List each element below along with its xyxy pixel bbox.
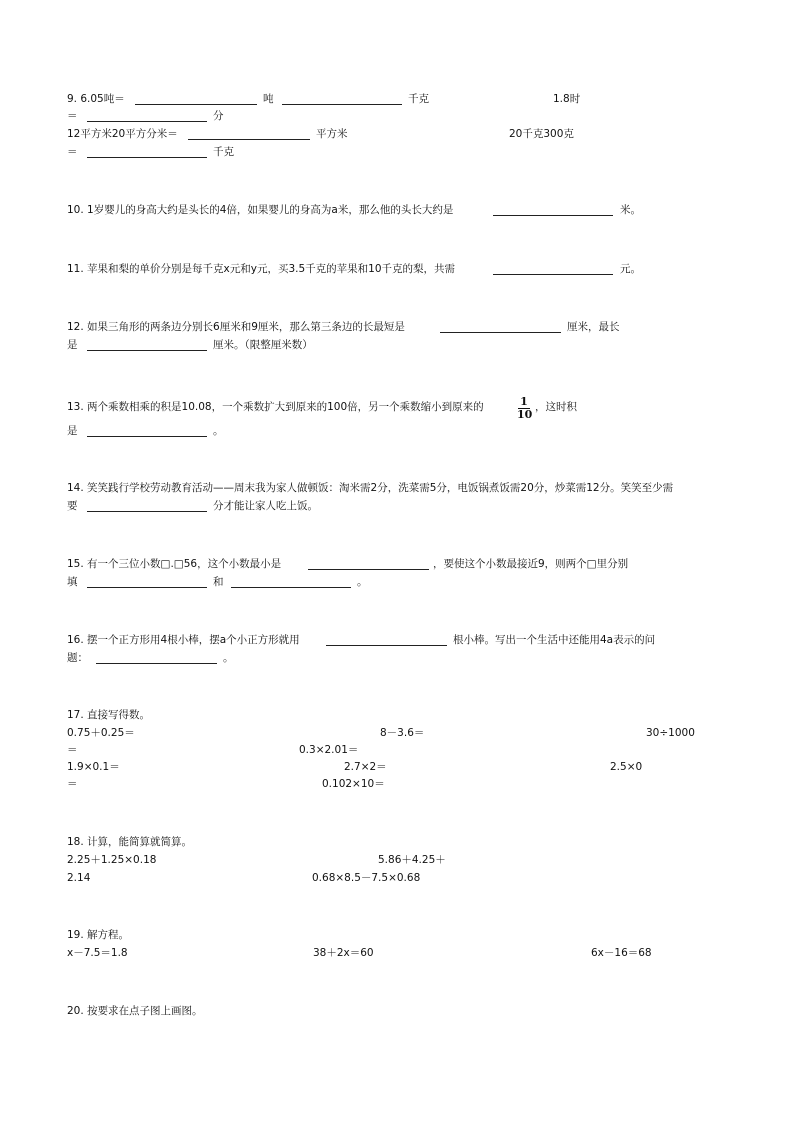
q16-blank-2[interactable] [96, 663, 217, 664]
q9-text-1: 9. 6.05吨＝ [67, 93, 125, 105]
q14-text: 14. 笑笑践行学校劳动教育活动——周末我为家人做顿饭：淘米需2分，洗菜需5分，电饭锅煮饭需20分，炒菜需12分。笑笑至少需 [67, 482, 674, 494]
q16-text: 16. 摆一个正方形用4根小棒，摆a个小正方形就用 [67, 634, 300, 646]
q9-text-6: 分 [213, 110, 224, 122]
q15-text-3: 填 [67, 576, 78, 588]
q12-blank-1[interactable] [440, 332, 561, 333]
q17-item: 0.3×2.01＝ [299, 744, 359, 756]
q13-text: 13. 两个乘数相乘的积是10.08，一个乘数扩大到原来的100倍，另一个乘数缩小到原来的 [67, 401, 484, 413]
q11-text: 11. 苹果和梨的单价分别是每千克x元和y元，买3.5千克的苹果和10千克的梨，共需 [67, 263, 456, 275]
q17-item: 8－3.6＝ [380, 727, 425, 739]
q9-text-5: ＝ [67, 110, 78, 122]
q13-fraction [517, 396, 531, 421]
q18-item: 2.25＋1.25×0.18 [67, 854, 157, 866]
q9-text-9: 20千克300克 [509, 128, 574, 140]
q10-blank[interactable] [493, 215, 613, 216]
q18-item: 5.86＋4.25＋ [378, 854, 446, 866]
q15-blank-1[interactable] [308, 569, 429, 570]
q17-item: 2.7×2＝ [344, 761, 387, 773]
q13-fraction-numerator: 1 [520, 395, 528, 408]
q17-item: ＝ [67, 778, 78, 790]
q9-blank-2[interactable] [282, 104, 402, 105]
q18-item: 2.14 [67, 872, 91, 884]
q13-fraction-denominator: 10 [517, 408, 533, 421]
q17-title: 17. 直接写得数。 [67, 709, 151, 721]
q14-text-3: 分才能让家人吃上饭。 [213, 500, 318, 512]
q9-text-11: 千克 [213, 146, 234, 158]
q19-equation: x－7.5＝1.8 [67, 947, 128, 959]
q12-text-3: 是 [67, 339, 78, 351]
q15-blank-3[interactable] [231, 587, 351, 588]
q20-title: 20. 按要求在点子图上画图。 [67, 1005, 203, 1017]
q17-item: 0.75＋0.25＝ [67, 727, 135, 739]
q13-text-3: 是 [67, 425, 78, 437]
q16-text-2: 根小棒。写出一个生活中还能用4a表示的问 [453, 634, 656, 646]
q9-blank-3[interactable] [87, 121, 207, 122]
q10-text: 10. 1岁婴儿的身高大约是头长的4倍，如果婴儿的身高为a米，那么他的头长大约是 [67, 204, 454, 216]
q17-item: 1.9×0.1＝ [67, 761, 120, 773]
q13-text-4: 。 [213, 425, 224, 437]
q9-text-7: 12平方米20平方分米＝ [67, 128, 178, 140]
q18-title: 18. 计算，能简算就简算。 [67, 836, 193, 848]
q17-item: 30÷1000 [646, 727, 695, 739]
q16-text-4: 。 [223, 652, 234, 664]
q16-blank-1[interactable] [326, 645, 447, 646]
q17-item: 0.102×10＝ [322, 778, 385, 790]
q14-text-2: 要 [67, 500, 78, 512]
q12-text-4: 厘米。（限整厘米数） [213, 339, 313, 351]
q9-text-3: 千克 [408, 93, 429, 105]
q19-equation: 38＋2x＝60 [313, 947, 374, 959]
q17-item: ＝ [67, 744, 78, 756]
q15-blank-2[interactable] [87, 587, 207, 588]
q10-unit: 米。 [620, 204, 641, 216]
q19-title: 19. 解方程。 [67, 929, 130, 941]
q13-blank[interactable] [87, 436, 207, 437]
q9-text-8: 平方米 [316, 128, 348, 140]
q9-text-2: 吨 [263, 93, 274, 105]
q9-blank-1[interactable] [135, 104, 257, 105]
q11-unit: 元。 [620, 263, 641, 275]
q15-text-5: 。 [357, 576, 368, 588]
q9-blank-5[interactable] [87, 157, 207, 158]
q15-text-4: 和 [213, 576, 224, 588]
q13-text-2: ，这时积 [535, 401, 577, 413]
q17-item: 2.5×0 [610, 761, 643, 773]
q12-text-2: 厘米，最长 [567, 321, 620, 333]
q12-blank-2[interactable] [87, 350, 207, 351]
q12-text: 12. 如果三角形的两条边分别长6厘米和9厘米，那么第三条边的长最短是 [67, 321, 405, 333]
q9-blank-4[interactable] [188, 139, 310, 140]
q14-blank[interactable] [87, 511, 207, 512]
q19-equation: 6x－16＝68 [591, 947, 652, 959]
q9-text-10: ＝ [67, 146, 78, 158]
q11-blank[interactable] [493, 274, 613, 275]
q16-text-3: 题： [67, 652, 88, 664]
q9-text-4: 1.8时 [553, 93, 581, 105]
q15-text: 15. 有一个三位小数□.□56，这个小数最小是 [67, 558, 282, 570]
q18-item: 0.68×8.5－7.5×0.68 [312, 872, 421, 884]
q15-text-2: ，要使这个小数最接近9，则两个□里分别 [433, 558, 629, 570]
